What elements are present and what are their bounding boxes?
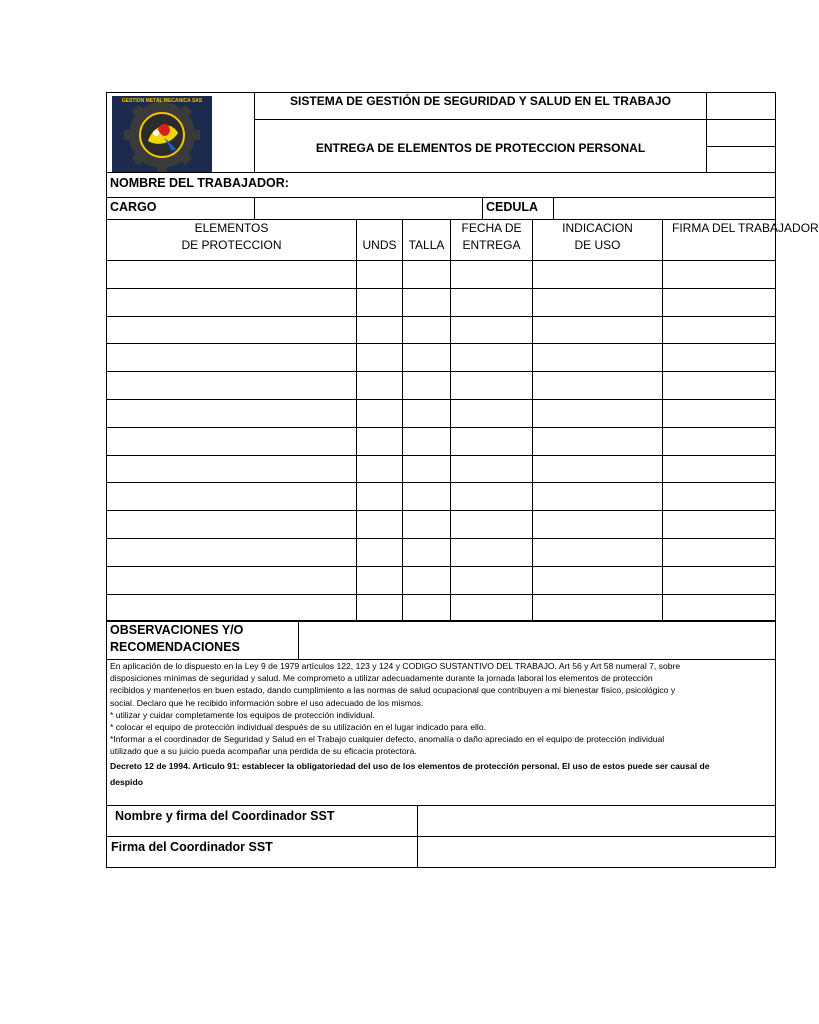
legal-line: disposiciones mínimas de seguridad y salud. Me comprometo a utilizar adecuadamente durante la jornada laboral los elementos de protección xyxy=(110,673,653,684)
role-label: CARGO xyxy=(110,200,157,214)
table-cell-signature[interactable] xyxy=(662,399,776,428)
coordinator-signature-field[interactable] xyxy=(417,836,776,868)
table-cell-date[interactable] xyxy=(450,399,533,428)
table-cell-usage[interactable] xyxy=(532,260,663,289)
table-cell-element[interactable] xyxy=(106,399,357,428)
code-cell xyxy=(706,92,776,120)
table-cell-units[interactable] xyxy=(356,288,403,317)
table-cell-date[interactable] xyxy=(450,260,533,289)
table-cell-date[interactable] xyxy=(450,288,533,317)
table-cell-signature[interactable] xyxy=(662,371,776,400)
table-row xyxy=(106,343,776,372)
version-cell xyxy=(706,119,776,147)
observations-label-l2: RECOMENDACIONES xyxy=(110,640,240,654)
table-cell-element[interactable] xyxy=(106,316,357,344)
table-cell-units[interactable] xyxy=(356,455,403,483)
legal-line: utilizado que a su juicio pueda acompañar una perdida de su eficacia protectora. xyxy=(110,746,417,757)
table-cell-element[interactable] xyxy=(106,482,357,511)
table-cell-date[interactable] xyxy=(450,482,533,511)
col-size-label: TALLA xyxy=(408,238,445,252)
table-cell-date[interactable] xyxy=(450,371,533,400)
table-cell-element[interactable] xyxy=(106,288,357,317)
table-cell-usage[interactable] xyxy=(532,510,663,539)
table-cell-element[interactable] xyxy=(106,371,357,400)
table-row xyxy=(106,316,776,344)
col-signature-label: FIRMA DEL TRABAJADOR xyxy=(672,221,819,235)
table-row xyxy=(106,482,776,511)
table-cell-element[interactable] xyxy=(106,455,357,483)
col-elements-l1: ELEMENTOS xyxy=(194,221,269,235)
table-cell-signature[interactable] xyxy=(662,566,776,595)
table-cell-units[interactable] xyxy=(356,566,403,595)
table-cell-usage[interactable] xyxy=(532,427,663,456)
table-cell-units[interactable] xyxy=(356,427,403,456)
table-cell-signature[interactable] xyxy=(662,427,776,456)
table-cell-element[interactable] xyxy=(106,538,357,567)
table-row xyxy=(106,566,776,595)
table-row xyxy=(106,371,776,400)
role-field[interactable] xyxy=(254,197,483,220)
table-cell-units[interactable] xyxy=(356,482,403,511)
logo-cell xyxy=(106,92,255,173)
table-cell-date[interactable] xyxy=(450,510,533,539)
table-cell-units[interactable] xyxy=(356,343,403,372)
table-cell-usage[interactable] xyxy=(532,482,663,511)
table-cell-signature[interactable] xyxy=(662,288,776,317)
table-cell-usage[interactable] xyxy=(532,594,663,622)
col-date-l1: FECHA DE xyxy=(461,221,522,235)
company-logo xyxy=(112,96,212,172)
decree-line: despido xyxy=(110,776,143,787)
table-cell-date[interactable] xyxy=(450,455,533,483)
table-row xyxy=(106,594,776,622)
legal-line: social. Declaro que he recibido información sobre el uso adecuado de los mismos. xyxy=(110,697,424,708)
table-row xyxy=(106,399,776,428)
table-row xyxy=(106,510,776,539)
decree-line: Decreto 12 de 1994. Articulo 91: establecer la obligatoriedad del uso de los elementos de protección personal. El uso de estos puede ser causal de xyxy=(110,760,710,771)
table-cell-element[interactable] xyxy=(106,594,357,622)
id-field[interactable] xyxy=(553,197,776,220)
legal-line: recibidos y mantenerlos en buen estado, dando cumplimiento a las normas de salud ocupacional que contribuyen a mi bienestar físico, psicológico y xyxy=(110,685,676,696)
table-cell-usage[interactable] xyxy=(532,316,663,344)
observations-label-l1: OBSERVACIONES Y/O xyxy=(110,623,244,637)
table-cell-date[interactable] xyxy=(450,427,533,456)
logo-text: GESTION METAL MECANICA SAS xyxy=(121,98,203,104)
table-cell-usage[interactable] xyxy=(532,371,663,400)
table-cell-units[interactable] xyxy=(356,399,403,428)
table-cell-units[interactable] xyxy=(356,594,403,622)
table-row xyxy=(106,538,776,567)
form-title: ENTREGA DE ELEMENTOS DE PROTECCION PERSONAL xyxy=(315,141,646,155)
table-cell-size[interactable] xyxy=(402,288,451,317)
table-cell-element[interactable] xyxy=(106,510,357,539)
legal-line: * colocar el equipo de protección individual después de su utilización en el lugar indicado para ello. xyxy=(110,722,486,733)
table-cell-usage[interactable] xyxy=(532,399,663,428)
gear-logo-icon xyxy=(112,96,212,172)
table-cell-usage[interactable] xyxy=(532,538,663,567)
table-row xyxy=(106,427,776,456)
table-cell-usage[interactable] xyxy=(532,566,663,595)
date-cell xyxy=(706,146,776,173)
table-cell-size[interactable] xyxy=(402,260,451,289)
table-cell-signature[interactable] xyxy=(662,482,776,511)
table-cell-size[interactable] xyxy=(402,510,451,539)
table-cell-size[interactable] xyxy=(402,482,451,511)
table-row xyxy=(106,455,776,483)
table-cell-element[interactable] xyxy=(106,343,357,372)
table-cell-size[interactable] xyxy=(402,538,451,567)
col-elements-l2: DE PROTECCION xyxy=(181,238,282,252)
ppe-table-body xyxy=(106,260,776,621)
table-cell-signature[interactable] xyxy=(662,538,776,567)
table-cell-size[interactable] xyxy=(402,371,451,400)
table-cell-size[interactable] xyxy=(402,427,451,456)
col-usage-l2: DE USO xyxy=(574,238,621,252)
table-cell-units[interactable] xyxy=(356,538,403,567)
table-cell-size[interactable] xyxy=(402,343,451,372)
table-cell-date[interactable] xyxy=(450,343,533,372)
table-cell-size[interactable] xyxy=(402,316,451,344)
observations-field[interactable] xyxy=(298,620,776,660)
table-cell-signature[interactable] xyxy=(662,260,776,289)
table-cell-date[interactable] xyxy=(450,566,533,595)
legal-line: *Informar a el coordinador de Seguridad y Salud en el Trabajo cualquier defecto, anomalía o daño apreciado en el equipo de protección individual xyxy=(110,734,665,745)
table-cell-usage[interactable] xyxy=(532,455,663,483)
table-cell-signature[interactable] xyxy=(662,510,776,539)
table-cell-element[interactable] xyxy=(106,427,357,456)
legal-text xyxy=(110,660,770,788)
table-cell-units[interactable] xyxy=(356,510,403,539)
table-cell-signature[interactable] xyxy=(662,455,776,483)
table-cell-size[interactable] xyxy=(402,399,451,428)
table-cell-element[interactable] xyxy=(106,260,357,289)
table-cell-element[interactable] xyxy=(106,566,357,595)
table-cell-date[interactable] xyxy=(450,316,533,344)
table-cell-signature[interactable] xyxy=(662,316,776,344)
col-units-label: UNDS xyxy=(362,238,397,252)
table-cell-units[interactable] xyxy=(356,316,403,344)
table-cell-date[interactable] xyxy=(450,594,533,622)
table-cell-date[interactable] xyxy=(450,538,533,567)
coordinator-signature-label: Firma del Coordinador SST xyxy=(111,840,273,854)
worker-name-label: NOMBRE DEL TRABAJADOR: xyxy=(110,176,289,190)
system-title: SISTEMA DE GESTIÓN DE SEGURIDAD Y SALUD EN EL TRABAJO xyxy=(290,94,671,108)
legal-line: * utilizar y cuidar completamente los equipos de protección individual. xyxy=(110,709,375,720)
table-cell-size[interactable] xyxy=(402,594,451,622)
table-row xyxy=(106,288,776,317)
table-cell-units[interactable] xyxy=(356,371,403,400)
table-cell-usage[interactable] xyxy=(532,343,663,372)
col-date-l2: ENTREGA xyxy=(462,238,521,252)
table-cell-units[interactable] xyxy=(356,260,403,289)
table-cell-size[interactable] xyxy=(402,455,451,483)
table-row xyxy=(106,260,776,289)
id-label: CEDULA xyxy=(486,200,539,214)
table-cell-signature[interactable] xyxy=(662,343,776,372)
coordinator-name-field[interactable] xyxy=(417,805,776,837)
legal-line: En aplicación de lo dispuesto en la Ley 9 de 1979 artículos 122, 123 y 124 y CODIGO SUSTANTIVO DEL TRABAJO. Art 56 y Art 58 numeral 7, sobre xyxy=(110,661,681,671)
table-cell-usage[interactable] xyxy=(532,288,663,317)
table-cell-signature[interactable] xyxy=(662,594,776,622)
col-usage-l1: INDICACION xyxy=(562,221,633,235)
coordinator-name-label: Nombre y firma del Coordinador SST xyxy=(115,809,335,823)
table-cell-size[interactable] xyxy=(402,566,451,595)
